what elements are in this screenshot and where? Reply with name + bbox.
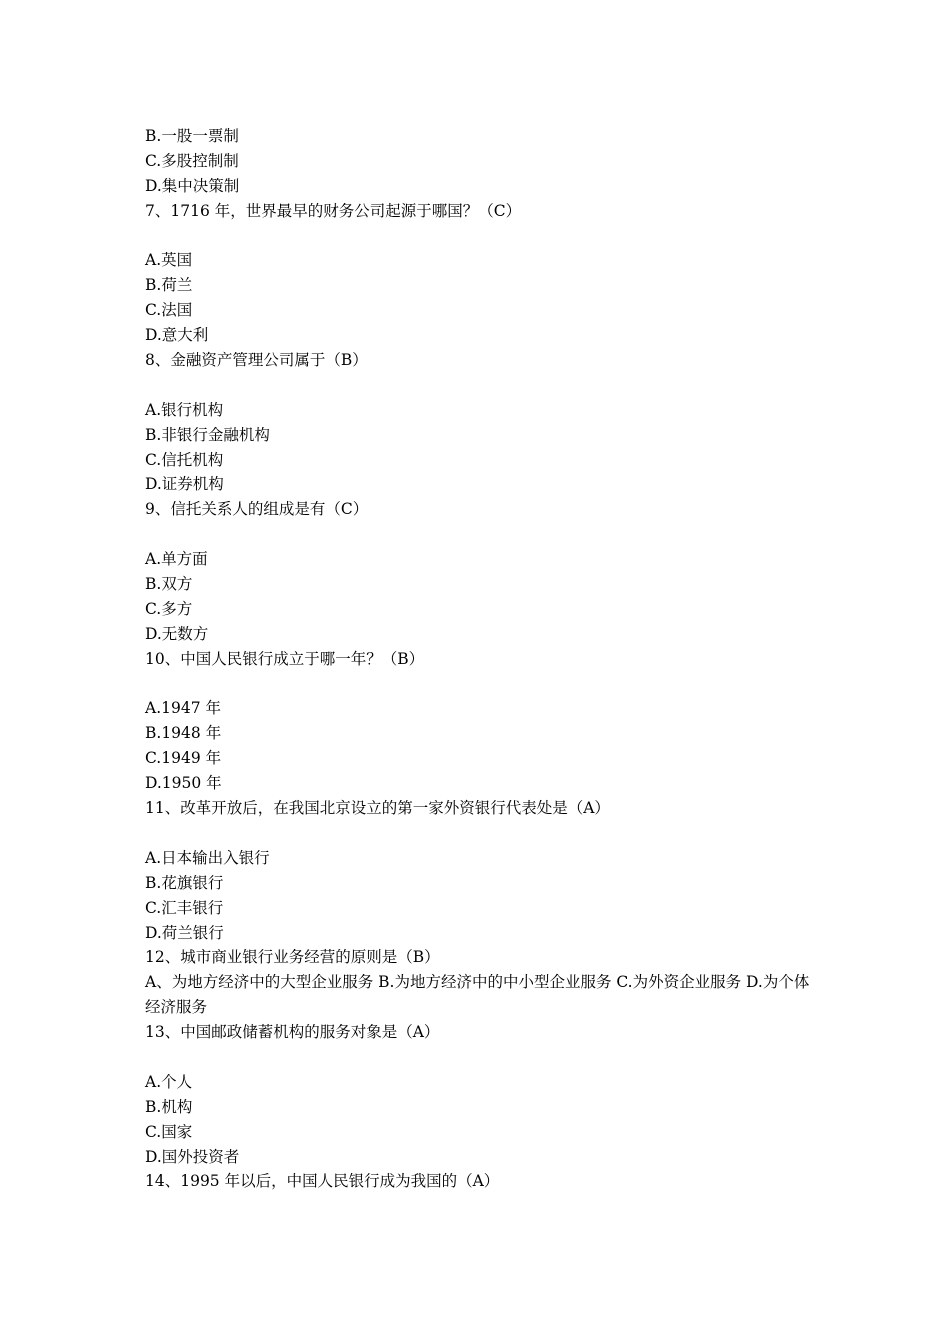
option-line: C.多股控制制 bbox=[145, 151, 239, 170]
document-body bbox=[145, 124, 810, 1194]
option-line: B.机构 bbox=[145, 1097, 193, 1116]
option-line: D.无数方 bbox=[145, 624, 209, 643]
question-14: 14、1995 年以后，中国人民银行成为我国的（A） bbox=[145, 1172, 500, 1191]
option-line: C.法国 bbox=[145, 301, 193, 320]
option-line: B.非银行金融机构 bbox=[145, 425, 270, 444]
question-12: 12、城市商业银行业务经营的原则是（B） bbox=[145, 948, 440, 967]
option-line: B.花旗银行 bbox=[145, 873, 224, 892]
option-line: D.证券机构 bbox=[145, 475, 224, 494]
option-line: D.1950 年 bbox=[145, 774, 222, 793]
option-line: C.多方 bbox=[145, 599, 193, 618]
option-line: A.个人 bbox=[145, 1072, 193, 1091]
option-line: B.一股一票制 bbox=[145, 127, 239, 145]
option-line: D.集中决策制 bbox=[145, 176, 240, 195]
option-line: D.国外投资者 bbox=[145, 1147, 240, 1166]
question-9: 9、信托关系人的组成是有（C） bbox=[145, 500, 369, 519]
spacer bbox=[145, 672, 810, 697]
option-line: A.1947 年 bbox=[145, 699, 221, 718]
spacer bbox=[145, 821, 810, 846]
question-10: 10、中国人民银行成立于哪一年？（B） bbox=[145, 649, 425, 668]
question-13: 13、中国邮政储蓄机构的服务对象是（A） bbox=[145, 1023, 440, 1042]
option-line: A.日本输出入银行 bbox=[145, 848, 270, 867]
question-7: 7、1716 年，世界最早的财务公司起源于哪国？（C） bbox=[145, 201, 522, 220]
spacer bbox=[145, 224, 810, 249]
option-line: D.意大利 bbox=[145, 326, 209, 345]
option-line: A.单方面 bbox=[145, 550, 208, 569]
question-11: 11、改革开放后，在我国北京设立的第一家外资银行代表处是（A） bbox=[145, 799, 610, 818]
option-line: B.1948 年 bbox=[145, 724, 222, 743]
option-line: C.国家 bbox=[145, 1122, 193, 1141]
spacer bbox=[145, 373, 810, 398]
option-line: C.信托机构 bbox=[145, 450, 224, 469]
option-line: C.1949 年 bbox=[145, 749, 222, 768]
question-8: 8、金融资产管理公司属于（B） bbox=[145, 351, 368, 370]
option-line: A.银行机构 bbox=[145, 400, 224, 419]
spacer bbox=[145, 522, 810, 547]
option-line: A.英国 bbox=[145, 251, 193, 270]
option-line: D.荷兰银行 bbox=[145, 923, 224, 942]
spacer bbox=[145, 1045, 810, 1070]
option-line: B.荷兰 bbox=[145, 276, 193, 295]
option-line: C.汇丰银行 bbox=[145, 898, 224, 917]
inline-options: A、为地方经济中的大型企业服务 B.为地方经济中的中小型企业服务 C.为外资企业服务 D.为个体经济服务 bbox=[145, 973, 810, 1017]
option-line: B.双方 bbox=[145, 575, 193, 594]
